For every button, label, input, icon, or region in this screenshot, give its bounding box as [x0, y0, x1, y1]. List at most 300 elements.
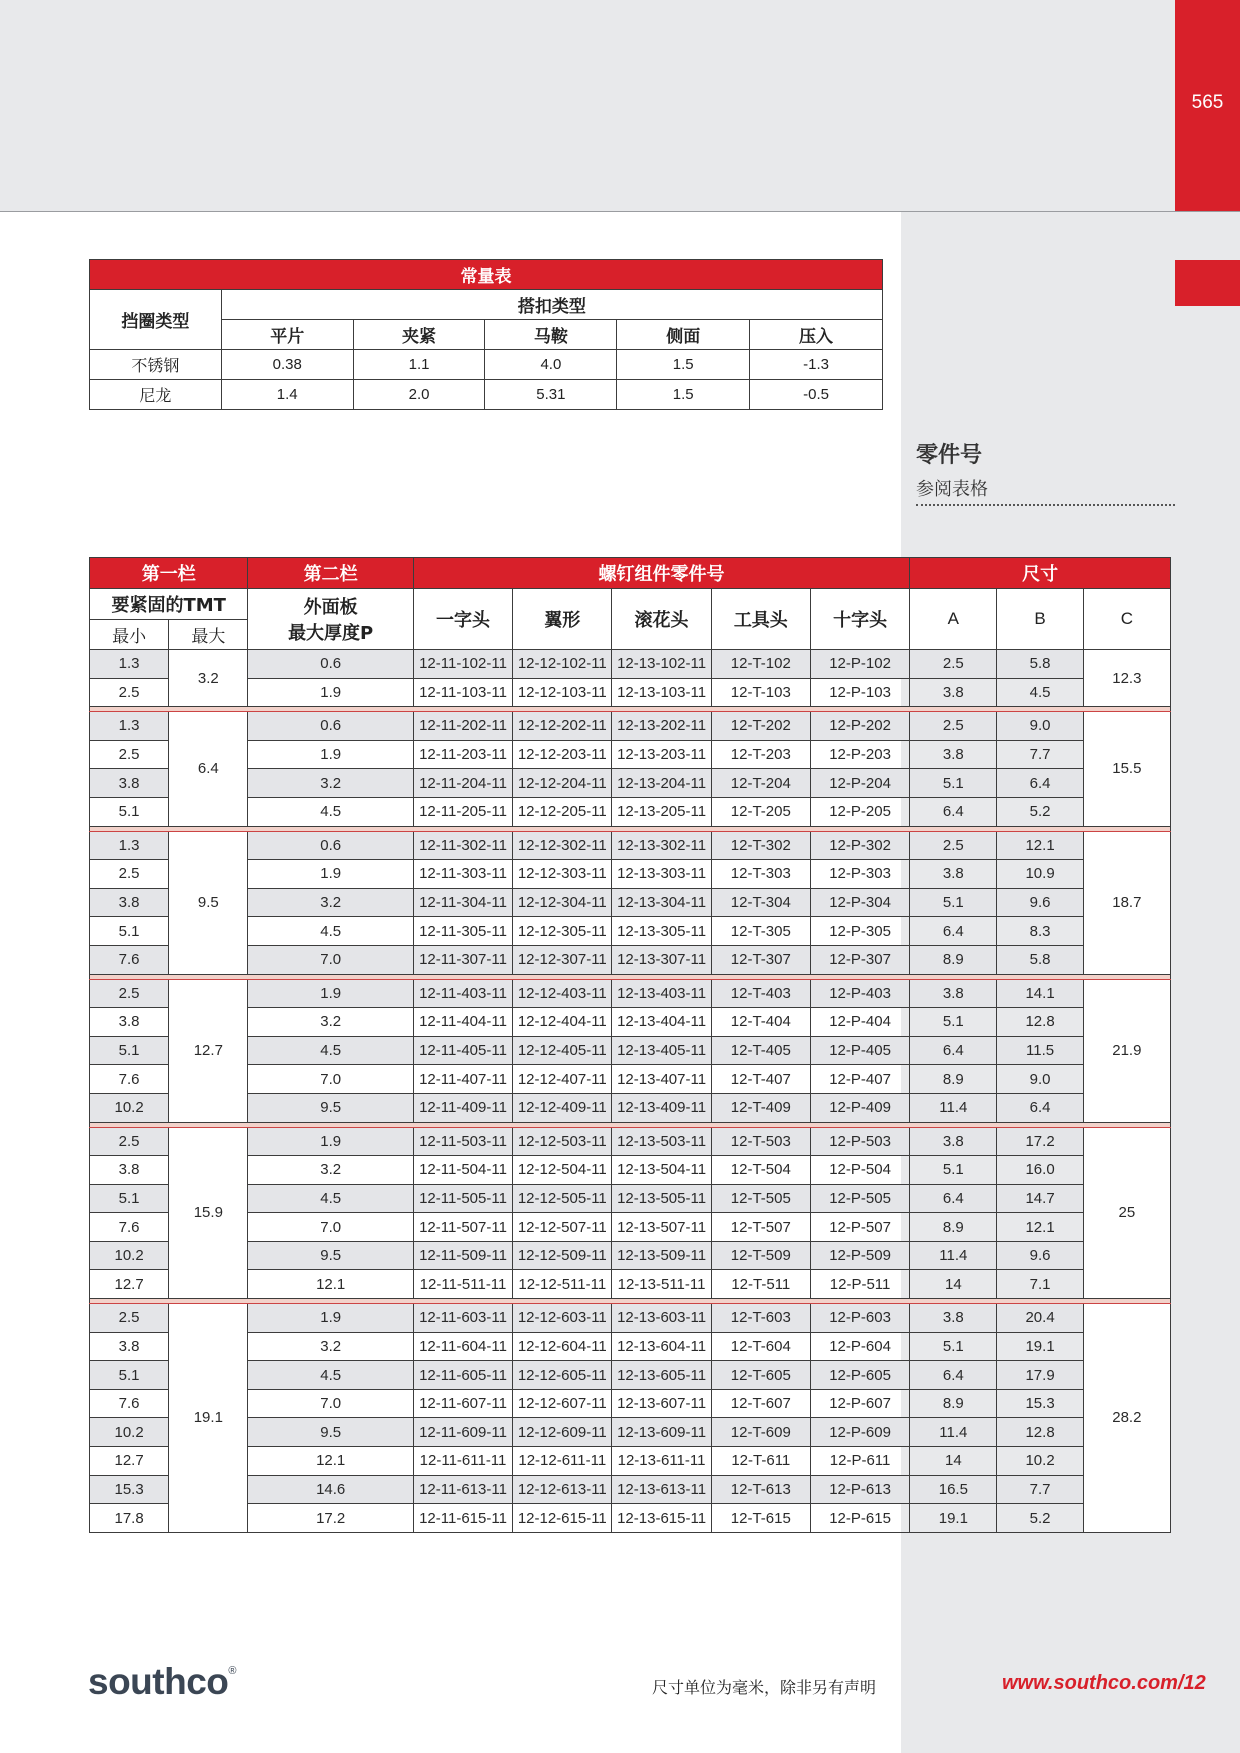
part-number-cell: 12-12-305-11 — [513, 917, 612, 946]
dimension-b-cell: 17.9 — [997, 1361, 1083, 1390]
dimension-a-cell: 11.4 — [910, 1418, 997, 1447]
part-number-cell: 12-11-202-11 — [413, 712, 512, 741]
part-number-cell: 12-12-507-11 — [513, 1213, 612, 1242]
part-number-cell: 12-P-609 — [810, 1418, 909, 1447]
part-number-cell: 12-T-407 — [711, 1065, 810, 1094]
table-cell: 5.31 — [485, 380, 617, 410]
dimension-b-cell: 5.2 — [997, 797, 1083, 826]
dimension-b-cell: 15.3 — [997, 1389, 1083, 1418]
part-number-cell: 12-11-304-11 — [413, 888, 512, 917]
part-number-cell: 12-13-613-11 — [612, 1475, 711, 1504]
table-row — [90, 350, 883, 380]
part-number-cell: 12-T-507 — [711, 1213, 810, 1242]
part-number-cell: 12-T-202 — [711, 712, 810, 741]
part-number-cell: 12-11-302-11 — [413, 831, 512, 860]
part-number-cell: 12-P-302 — [810, 831, 909, 860]
part-number-cell: 12-T-405 — [711, 1036, 810, 1065]
tmt-min-cell: 17.8 — [90, 1504, 169, 1533]
part-number-cell: 12-13-403-11 — [612, 979, 711, 1008]
part-number-cell: 12-P-305 — [810, 917, 909, 946]
part-number-cell: 12-11-303-11 — [413, 860, 512, 889]
dotted-divider — [916, 504, 1175, 506]
part-number-cell: 12-13-503-11 — [612, 1127, 711, 1156]
dimension-b-cell: 4.5 — [997, 678, 1083, 707]
constants-table-title: 常量表 — [90, 260, 883, 290]
tmt-min-cell: 1.3 — [90, 712, 169, 741]
table-row — [90, 1127, 1171, 1156]
part-number-cell: 12-13-507-11 — [612, 1213, 711, 1242]
tmt-min-cell: 3.8 — [90, 1156, 169, 1185]
tmt-min-cell: 2.5 — [90, 740, 169, 769]
latch-col-header: 夹紧 — [353, 320, 485, 350]
part-number-cell: 12-12-103-11 — [513, 678, 612, 707]
constants-table — [89, 259, 883, 410]
tmt-max-cell: 9.5 — [169, 831, 248, 974]
part-number-cell: 12-13-603-11 — [612, 1304, 711, 1333]
part-number-title: 零件号 — [916, 443, 983, 468]
part-number-cell: 12-11-405-11 — [413, 1036, 512, 1065]
panel-thickness-cell: 0.6 — [248, 712, 413, 741]
part-number-cell: 12-12-504-11 — [513, 1156, 612, 1185]
part-number-cell: 12-12-609-11 — [513, 1418, 612, 1447]
latch-col-header: 马鞍 — [485, 320, 617, 350]
part-number-cell: 12-13-204-11 — [612, 769, 711, 798]
tmt-min-cell: 1.3 — [90, 831, 169, 860]
panel-thickness-cell: 1.9 — [248, 678, 413, 707]
part-number-cell: 12-T-404 — [711, 1008, 810, 1037]
panel-thickness-cell: 3.2 — [248, 1008, 413, 1037]
part-number-cell: 12-11-103-11 — [413, 678, 512, 707]
part-number-cell: 12-P-511 — [810, 1270, 909, 1299]
page-number: 565 — [1191, 92, 1224, 113]
part-number-cell: 12-13-505-11 — [612, 1184, 711, 1213]
part-number-cell: 12-11-611-11 — [413, 1447, 512, 1476]
dimension-b-cell: 9.6 — [997, 888, 1083, 917]
part-number-cell: 12-P-615 — [810, 1504, 909, 1533]
panel-thickness-cell: 1.9 — [248, 1304, 413, 1333]
part-number-cell: 12-12-509-11 — [513, 1241, 612, 1270]
table-row — [90, 1065, 1171, 1094]
tmt-min-cell: 7.6 — [90, 1389, 169, 1418]
dimension-b-cell: 9.0 — [997, 1065, 1083, 1094]
table-row — [90, 1447, 1171, 1476]
part-number-cell: 12-P-611 — [810, 1447, 909, 1476]
max-header: 最大 — [169, 620, 248, 650]
dimension-a-cell: 5.1 — [910, 769, 997, 798]
part-number-cell: 12-T-611 — [711, 1447, 810, 1476]
panel-thickness-cell: 7.0 — [248, 945, 413, 974]
section-marker — [1175, 260, 1240, 306]
dimension-a-cell: 5.1 — [910, 888, 997, 917]
dimension-a-cell: 5.1 — [910, 1156, 997, 1185]
part-number-cell: 12-P-405 — [810, 1036, 909, 1065]
dimension-c-cell: 15.5 — [1083, 712, 1170, 826]
tmt-header: 要紧固的TMT — [90, 589, 248, 620]
part-number-cell: 12-13-405-11 — [612, 1036, 711, 1065]
panel-thickness-cell: 4.5 — [248, 1361, 413, 1390]
tmt-min-cell: 10.2 — [90, 1418, 169, 1447]
tmt-min-cell: 1.3 — [90, 650, 169, 679]
dimensions-header: 尺寸 — [910, 558, 1171, 589]
tmt-min-cell: 3.8 — [90, 1332, 169, 1361]
dimension-a-cell: 8.9 — [910, 1389, 997, 1418]
part-number-cell: 12-T-409 — [711, 1093, 810, 1122]
table-cell: 1.5 — [617, 380, 750, 410]
tmt-min-cell: 5.1 — [90, 797, 169, 826]
table-row — [90, 917, 1171, 946]
part-number-cell: 12-T-303 — [711, 860, 810, 889]
part-number-cell: 12-P-607 — [810, 1389, 909, 1418]
table-row — [90, 1213, 1171, 1242]
part-number-cell: 12-11-409-11 — [413, 1093, 512, 1122]
part-number-cell: 12-11-203-11 — [413, 740, 512, 769]
table-row — [90, 1332, 1171, 1361]
table-row — [90, 650, 1171, 679]
part-number-cell: 12-T-504 — [711, 1156, 810, 1185]
part-number-cell: 12-13-511-11 — [612, 1270, 711, 1299]
part-number-cell: 12-T-511 — [711, 1270, 810, 1299]
part-number-cell: 12-11-404-11 — [413, 1008, 512, 1037]
dimension-b-cell: 7.7 — [997, 740, 1083, 769]
part-number-cell: 12-T-102 — [711, 650, 810, 679]
part-number-cell: 12-12-307-11 — [513, 945, 612, 974]
panel-thickness-header: 外面板 最大厚度P — [248, 589, 413, 650]
table-row — [90, 678, 1171, 707]
units-footnote: 尺寸单位为毫米，除非另有声明 — [652, 1678, 877, 1697]
panel-thickness-cell: 12.1 — [248, 1447, 413, 1476]
table-row — [90, 740, 1171, 769]
table-row — [90, 1361, 1171, 1390]
dimension-c-cell: 21.9 — [1083, 979, 1170, 1122]
tmt-max-cell: 15.9 — [169, 1127, 248, 1299]
part-number-cell: 12-P-203 — [810, 740, 909, 769]
part-number-cell: 12-12-202-11 — [513, 712, 612, 741]
part-number-cell: 12-12-605-11 — [513, 1361, 612, 1390]
min-header: 最小 — [90, 620, 169, 650]
table-row — [90, 1418, 1171, 1447]
dimension-a-cell: 3.8 — [910, 860, 997, 889]
part-number-cell: 12-11-603-11 — [413, 1304, 512, 1333]
part-col-header: 一字头 — [413, 589, 512, 650]
part-number-cell: 12-11-504-11 — [413, 1156, 512, 1185]
part-number-cell: 12-11-613-11 — [413, 1475, 512, 1504]
column-1-header: 第一栏 — [90, 558, 248, 589]
part-number-cell: 12-T-613 — [711, 1475, 810, 1504]
panel-thickness-cell: 3.2 — [248, 769, 413, 798]
panel-thickness-cell: 12.1 — [248, 1270, 413, 1299]
dimension-a-cell: 3.8 — [910, 1304, 997, 1333]
dimension-b-cell: 7.1 — [997, 1270, 1083, 1299]
panel-thickness-cell: 7.0 — [248, 1065, 413, 1094]
panel-thickness-cell: 9.5 — [248, 1093, 413, 1122]
part-number-cell: 12-11-307-11 — [413, 945, 512, 974]
part-number-cell: 12-12-102-11 — [513, 650, 612, 679]
table-row — [90, 1036, 1171, 1065]
dimension-b-cell: 20.4 — [997, 1304, 1083, 1333]
part-number-cell: 12-12-611-11 — [513, 1447, 612, 1476]
part-number-cell: 12-12-403-11 — [513, 979, 612, 1008]
table-cell: 2.0 — [353, 380, 485, 410]
dimension-b-cell: 6.4 — [997, 1093, 1083, 1122]
tmt-min-cell: 7.6 — [90, 1065, 169, 1094]
part-number-cell: 12-12-203-11 — [513, 740, 612, 769]
part-number-cell: 12-12-303-11 — [513, 860, 612, 889]
part-number-cell: 12-12-304-11 — [513, 888, 612, 917]
part-number-cell: 12-P-509 — [810, 1241, 909, 1270]
table-cell: -1.3 — [750, 350, 883, 380]
tmt-min-cell: 10.2 — [90, 1093, 169, 1122]
panel-thickness-cell: 4.5 — [248, 1036, 413, 1065]
part-number-cell: 12-13-202-11 — [612, 712, 711, 741]
table-row — [90, 1008, 1171, 1037]
part-number-cell: 12-11-204-11 — [413, 769, 512, 798]
panel-thickness-cell: 1.9 — [248, 979, 413, 1008]
part-number-cell: 12-11-511-11 — [413, 1270, 512, 1299]
panel-thickness-cell: 0.6 — [248, 831, 413, 860]
panel-thickness-cell: 1.9 — [248, 740, 413, 769]
part-number-cell: 12-13-611-11 — [612, 1447, 711, 1476]
part-number-cell: 12-P-404 — [810, 1008, 909, 1037]
part-number-cell: 12-11-407-11 — [413, 1065, 512, 1094]
part-number-table — [89, 557, 1171, 1533]
table-row — [90, 797, 1171, 826]
part-number-cell: 12-13-102-11 — [612, 650, 711, 679]
part-number-cell: 12-P-604 — [810, 1332, 909, 1361]
part-number-table-body — [90, 650, 1171, 1533]
table-cell: 4.0 — [485, 350, 617, 380]
part-number-cell: 12-P-202 — [810, 712, 909, 741]
dimension-a-cell: 14 — [910, 1447, 997, 1476]
part-number-cell: 12-13-609-11 — [612, 1418, 711, 1447]
part-number-cell: 12-11-205-11 — [413, 797, 512, 826]
part-number-cell: 12-13-404-11 — [612, 1008, 711, 1037]
part-number-cell: 12-12-409-11 — [513, 1093, 612, 1122]
dimension-c-cell: 28.2 — [1083, 1304, 1170, 1533]
part-number-cell: 12-P-503 — [810, 1127, 909, 1156]
dimension-b-cell: 10.9 — [997, 860, 1083, 889]
part-number-cell: 12-13-302-11 — [612, 831, 711, 860]
part-number-cell: 12-11-605-11 — [413, 1361, 512, 1390]
dimension-a-cell: 6.4 — [910, 1361, 997, 1390]
panel-thickness-cell: 4.5 — [248, 1184, 413, 1213]
table-row — [90, 979, 1171, 1008]
tmt-min-cell: 2.5 — [90, 860, 169, 889]
dimension-a-cell: 8.9 — [910, 1065, 997, 1094]
part-number-cell: 12-12-615-11 — [513, 1504, 612, 1533]
website-link[interactable]: www.southco.com/12 — [1002, 1672, 1206, 1694]
table-row — [90, 1504, 1171, 1533]
panel-thickness-cell: 1.9 — [248, 1127, 413, 1156]
table-cell: 1.4 — [221, 380, 353, 410]
part-number-cell: 12-T-305 — [711, 917, 810, 946]
part-number-cell: 12-T-204 — [711, 769, 810, 798]
part-number-cell: 12-12-613-11 — [513, 1475, 612, 1504]
part-number-cell: 12-T-304 — [711, 888, 810, 917]
part-number-subtitle: 参阅表格 — [916, 479, 988, 500]
panel-thickness-cell: 9.5 — [248, 1241, 413, 1270]
dimension-a-cell: 6.4 — [910, 1184, 997, 1213]
latch-type-header: 搭扣类型 — [221, 290, 882, 320]
part-number-cell: 12-12-603-11 — [513, 1304, 612, 1333]
part-number-cell: 12-11-102-11 — [413, 650, 512, 679]
tmt-min-cell: 5.1 — [90, 917, 169, 946]
part-number-cell: 12-T-205 — [711, 797, 810, 826]
part-number-cell: 12-P-103 — [810, 678, 909, 707]
tmt-max-cell: 6.4 — [169, 712, 248, 826]
part-number-cell: 12-13-604-11 — [612, 1332, 711, 1361]
table-row — [90, 1241, 1171, 1270]
part-number-cell: 12-P-603 — [810, 1304, 909, 1333]
tmt-min-cell: 12.7 — [90, 1447, 169, 1476]
dimension-b-cell: 10.2 — [997, 1447, 1083, 1476]
dimension-a-cell: 5.1 — [910, 1332, 997, 1361]
dimension-b-cell: 14.7 — [997, 1184, 1083, 1213]
table-row — [90, 1184, 1171, 1213]
panel-thickness-cell: 17.2 — [248, 1504, 413, 1533]
dim-col-header: C — [1083, 589, 1170, 650]
part-number-cell: 12-13-605-11 — [612, 1361, 711, 1390]
panel-thickness-cell: 3.2 — [248, 1332, 413, 1361]
part-number-cell: 12-11-503-11 — [413, 1127, 512, 1156]
table-row — [90, 1270, 1171, 1299]
part-number-cell: 12-T-603 — [711, 1304, 810, 1333]
part-number-cell: 12-13-307-11 — [612, 945, 711, 974]
part-number-cell: 12-13-607-11 — [612, 1389, 711, 1418]
tmt-min-cell: 5.1 — [90, 1361, 169, 1390]
part-col-header: 十字头 — [810, 589, 909, 650]
part-number-cell: 12-13-303-11 — [612, 860, 711, 889]
part-number-cell: 12-12-404-11 — [513, 1008, 612, 1037]
part-number-cell: 12-P-303 — [810, 860, 909, 889]
table-cell: -0.5 — [750, 380, 883, 410]
part-number-cell: 12-13-504-11 — [612, 1156, 711, 1185]
part-number-cell: 12-11-507-11 — [413, 1213, 512, 1242]
tmt-min-cell: 12.7 — [90, 1270, 169, 1299]
row-label: 不锈钢 — [90, 350, 222, 380]
table-row — [90, 888, 1171, 917]
tmt-min-cell: 2.5 — [90, 979, 169, 1008]
dimension-c-cell: 25 — [1083, 1127, 1170, 1299]
part-number-cell: 12-13-103-11 — [612, 678, 711, 707]
dimension-b-cell: 17.2 — [997, 1127, 1083, 1156]
dim-col-header: A — [910, 589, 997, 650]
part-number-cell: 12-T-607 — [711, 1389, 810, 1418]
part-number-cell: 12-13-509-11 — [612, 1241, 711, 1270]
panel-thickness-cell: 9.5 — [248, 1418, 413, 1447]
latch-col-header: 侧面 — [617, 320, 750, 350]
retainer-type-header: 挡圈类型 — [90, 290, 222, 350]
dimension-b-cell: 6.4 — [997, 769, 1083, 798]
panel-thickness-cell: 3.2 — [248, 1156, 413, 1185]
panel-thickness-cell: 3.2 — [248, 888, 413, 917]
tmt-min-cell: 2.5 — [90, 1304, 169, 1333]
table-row — [90, 1093, 1171, 1122]
table-row — [90, 860, 1171, 889]
part-number-cell: 12-11-403-11 — [413, 979, 512, 1008]
tmt-min-cell: 3.8 — [90, 769, 169, 798]
part-number-cell: 12-11-305-11 — [413, 917, 512, 946]
part-number-cell: 12-T-503 — [711, 1127, 810, 1156]
part-number-cell: 12-T-302 — [711, 831, 810, 860]
part-number-cell: 12-12-302-11 — [513, 831, 612, 860]
part-col-header: 工具头 — [711, 589, 810, 650]
tmt-min-cell: 10.2 — [90, 1241, 169, 1270]
panel-thickness-cell: 4.5 — [248, 797, 413, 826]
dimension-a-cell: 16.5 — [910, 1475, 997, 1504]
dimension-b-cell: 5.8 — [997, 945, 1083, 974]
panel-thickness-cell: 7.0 — [248, 1213, 413, 1242]
tmt-min-cell: 3.8 — [90, 888, 169, 917]
table-row — [90, 1475, 1171, 1504]
dimension-a-cell: 3.8 — [910, 740, 997, 769]
dimension-a-cell: 2.5 — [910, 650, 997, 679]
dimension-b-cell: 16.0 — [997, 1156, 1083, 1185]
part-number-cell: 12-13-205-11 — [612, 797, 711, 826]
row-label: 尼龙 — [90, 380, 222, 410]
latch-col-header: 压入 — [750, 320, 883, 350]
part-number-cell: 12-12-604-11 — [513, 1332, 612, 1361]
dimension-a-cell: 11.4 — [910, 1093, 997, 1122]
part-number-cell: 12-12-505-11 — [513, 1184, 612, 1213]
part-number-cell: 12-11-509-11 — [413, 1241, 512, 1270]
part-number-cell: 12-11-607-11 — [413, 1389, 512, 1418]
part-number-cell: 12-P-304 — [810, 888, 909, 917]
southco-logo: southco® — [88, 1661, 236, 1702]
part-number-cell: 12-P-204 — [810, 769, 909, 798]
dimension-b-cell: 7.7 — [997, 1475, 1083, 1504]
part-number-cell: 12-13-409-11 — [612, 1093, 711, 1122]
part-number-cell: 12-P-403 — [810, 979, 909, 1008]
table-cell: 1.5 — [617, 350, 750, 380]
tmt-min-cell: 5.1 — [90, 1036, 169, 1065]
dimension-b-cell: 9.0 — [997, 712, 1083, 741]
part-number-cell: 12-11-505-11 — [413, 1184, 512, 1213]
part-number-cell: 12-13-305-11 — [612, 917, 711, 946]
dimension-a-cell: 2.5 — [910, 831, 997, 860]
part-number-cell: 12-T-103 — [711, 678, 810, 707]
part-number-cell: 12-P-504 — [810, 1156, 909, 1185]
part-number-cell: 12-11-615-11 — [413, 1504, 512, 1533]
dim-col-header: B — [997, 589, 1083, 650]
tmt-min-cell: 2.5 — [90, 1127, 169, 1156]
tmt-min-cell: 7.6 — [90, 1213, 169, 1242]
part-number-cell: 12-13-203-11 — [612, 740, 711, 769]
part-number-cell: 12-12-503-11 — [513, 1127, 612, 1156]
dimension-a-cell: 19.1 — [910, 1504, 997, 1533]
part-number-cell: 12-P-605 — [810, 1361, 909, 1390]
tmt-min-cell: 3.8 — [90, 1008, 169, 1037]
panel-thickness-cell: 1.9 — [248, 860, 413, 889]
dimension-b-cell: 8.3 — [997, 917, 1083, 946]
tmt-max-cell: 19.1 — [169, 1304, 248, 1533]
dimension-b-cell: 5.2 — [997, 1504, 1083, 1533]
dimension-a-cell: 11.4 — [910, 1241, 997, 1270]
panel-thickness-cell: 4.5 — [248, 917, 413, 946]
part-number-cell: 12-T-307 — [711, 945, 810, 974]
part-number-cell: 12-T-605 — [711, 1361, 810, 1390]
part-number-cell: 12-T-203 — [711, 740, 810, 769]
part-col-header: 滚花头 — [612, 589, 711, 650]
dimension-b-cell: 9.6 — [997, 1241, 1083, 1270]
part-number-cell: 12-12-405-11 — [513, 1036, 612, 1065]
dimension-c-cell: 12.3 — [1083, 650, 1170, 707]
part-number-cell: 12-12-205-11 — [513, 797, 612, 826]
table-row — [90, 831, 1171, 860]
dimension-a-cell: 14 — [910, 1270, 997, 1299]
dimension-b-cell: 19.1 — [997, 1332, 1083, 1361]
part-number-cell: 12-P-407 — [810, 1065, 909, 1094]
dimension-a-cell: 6.4 — [910, 1036, 997, 1065]
